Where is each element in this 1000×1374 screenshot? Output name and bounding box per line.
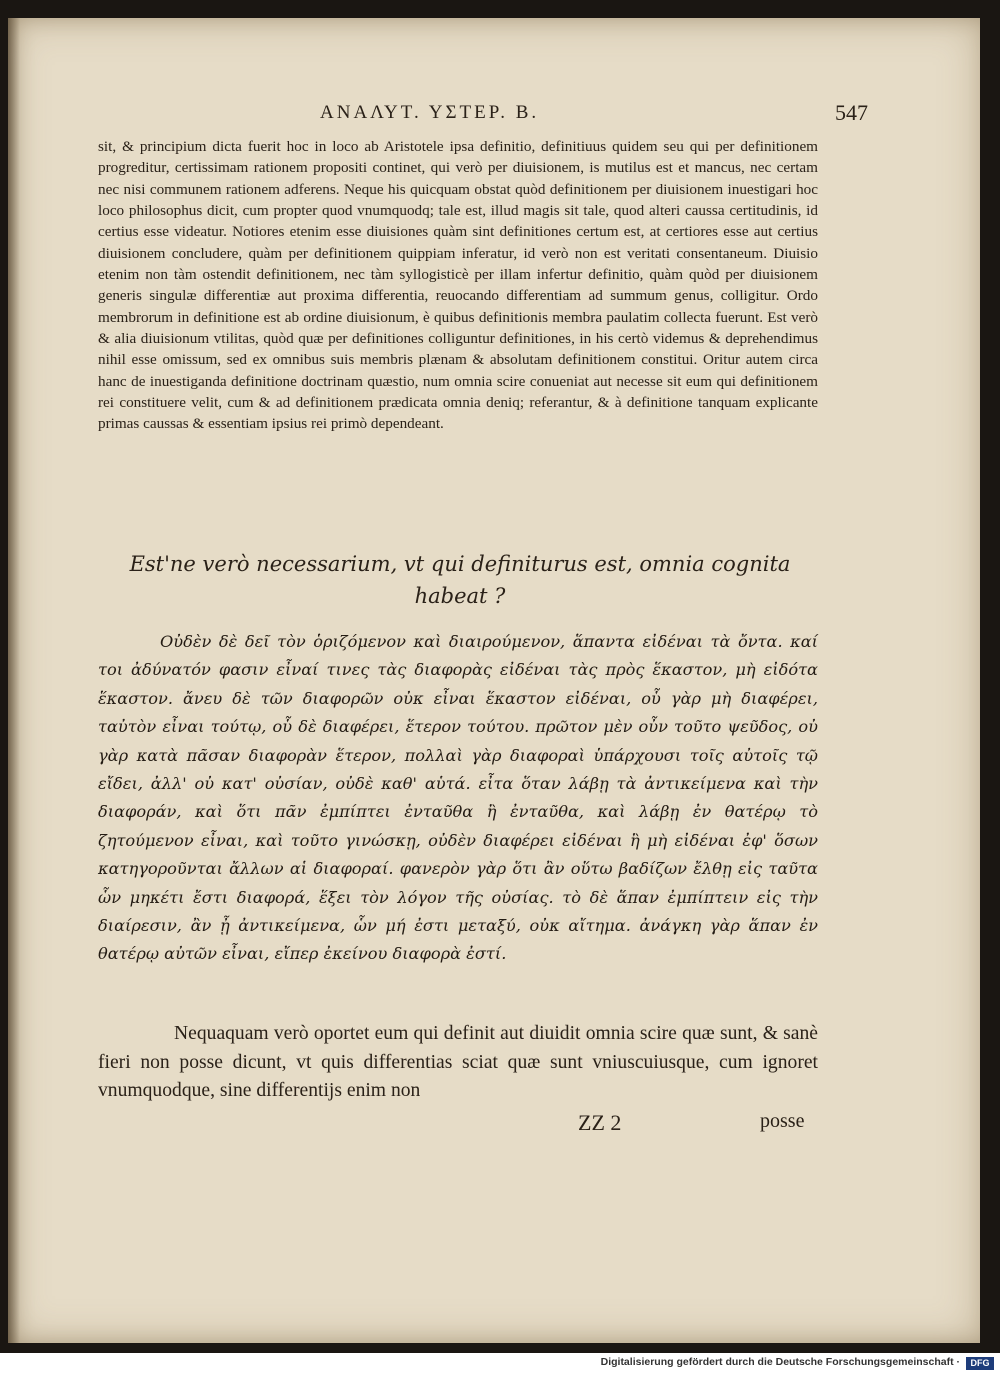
digitization-footer	[0, 1353, 1000, 1374]
latin-translation-paragraph: Nequaquam verò oportet eum qui definit aut diuidit omnia scire quæ sunt, & sanè fieri non posse dicunt, vt quis differentias sciat quæ sunt vniuscuiusque, cum ignoret vnumquodque, sine differentijs enim non	[98, 1023, 818, 1101]
running-head-title: ΑΝΑΛΥΤ. ΥΣΤΕΡ. Β.	[320, 102, 540, 123]
dfg-logo: DFG	[966, 1357, 994, 1370]
page-number: 547	[835, 100, 868, 125]
latin-commentary-paragraph: sit, & principium dicta fuerit hoc in loco ab Aristotele ipsa definitio, definitiuus quidem seu qui per definitionem progreditur, certissimam rationem propositi continet, qui verò per diuisionem, is mutilus est et mancus, nec certam nec nisi communem rationem adferens. Neque his quicquam obstat quòd definitionem per diuisionem inuestigari hoc loco philosophus dicit, cum propter quod vnumquodq; tale est, illud magis sit tale, quod alteri caussa certitudinis, id certius esse videatur. Notiores etenim esse diuisiones quàm sint definitiones certum est, at certiores esse aut certius diuisionem concludere, quàm per definitionem quippiam inferatur, id verò non est veritati consentaneum. Diuisio etenim non tàm ostendit definitionem, nec tàm syllogisticè per illam infertur definitio, quàm quòd per diuisionem generis singulæ differentiæ aut proxima differentia, reuocando differentiam ad summum genus, colligitur. Ordo membrorum in definitione est ab ordine diuisionum, è quibus definitionis membra paulatim collecta fuerunt. Est verò & alia diuisionum vtilitas, quòd quæ per definitiones colliguntur definitiones, in his certò videmus & deprehendimus nihil esse omissum, sed ex omnibus suis membris plænam & absolutam definitionem constitui. Oritur autem circa hanc de inuestiganda definitione doctrinam quæstio, num omnia scire conueniat aut necesse sit eum qui definitionem rei constituere velit, cum & ad definitionem prædicata omnia deniq; referantur, & à definitione tanquam explicante primas caussas & essentiam ipsius rei primò dependeant.	[98, 138, 818, 433]
catchword: posse	[760, 1110, 805, 1132]
funding-credit: Digitalisierung gefördert durch die Deutsche Forschungsgemeinschaft ·	[600, 1356, 960, 1368]
greek-text-paragraph: Οὐδὲν δὲ δεῖ τὸν ὁριζόμενον καὶ διαιρούμενον, ἅπαντα εἰδέναι τὰ ὄντα. καί τοι ἀδύνατόν φασιν εἶναί τινες τὰς διαφορὰς εἰδέναι τὰς πρὸς ἕκαστον, μὴ εἰδότα ἕκαστον. ἄνευ δὲ τῶν διαφορῶν οὐκ εἶναι ἕκαστον εἰδέναι, οὗ γὰρ μὴ διαφέρει, ταὐτὸν εἶναι τούτῳ, οὗ δὲ διαφέρει, ἕτερον τούτου. πρῶτον μὲν οὖν τοῦτο ψεῦδος, οὐ γὰρ κατὰ πᾶσαν διαφορὰν ἕτερον, πολλαὶ γὰρ διαφοραὶ ὑπάρχουσι τοῖς αὐτοῖς τῷ εἴδει, ἀλλ' οὐ κατ' οὐσίαν, οὐδὲ καθ' αὑτά. εἶτα ὅταν λάβῃ τὰ ἀντικείμενα καὶ τὴν διαφοράν, καὶ ὅτι πᾶν ἐμπίπτει ἐνταῦθα ἢ ἐνταῦθα, καὶ λάβῃ ἐν θατέρῳ τὸ ζητούμενον εἶναι, καὶ τοῦτο γινώσκῃ, οὐδὲν διαφέρει εἰδέναι ἢ μὴ εἰδέναι ἐφ' ὅσων κατηγοροῦνται ἄλλων αἱ διαφοραί. φανερὸν γὰρ ὅτι ἂν οὕτω βαδίζων ἔλθῃ εἰς ταῦτα ὧν μηκέτι ἔστι διαφορά, ἕξει τὸν λόγον τῆς οὐσίας. τὸ δὲ ἅπαν ἐμπίπτειν εἰς τὴν διαίρεσιν, ἂν ᾖ ἀντικείμενα, ὧν μή ἐστι μεταξύ, οὐκ αἴτημα. ἀνάγκη γὰρ ἅπαν ἐν θατέρῳ αὐτῶν εἶναι, εἴπερ ἐκείνου διαφορὰ ἐστί.	[98, 632, 818, 964]
section-heading: Est'ne verò necessarium, vt qui definiturus est, omnia cognita habeat ?	[129, 552, 791, 608]
running-head	[308, 102, 868, 130]
signature-mark: ZZ 2	[578, 1110, 622, 1135]
